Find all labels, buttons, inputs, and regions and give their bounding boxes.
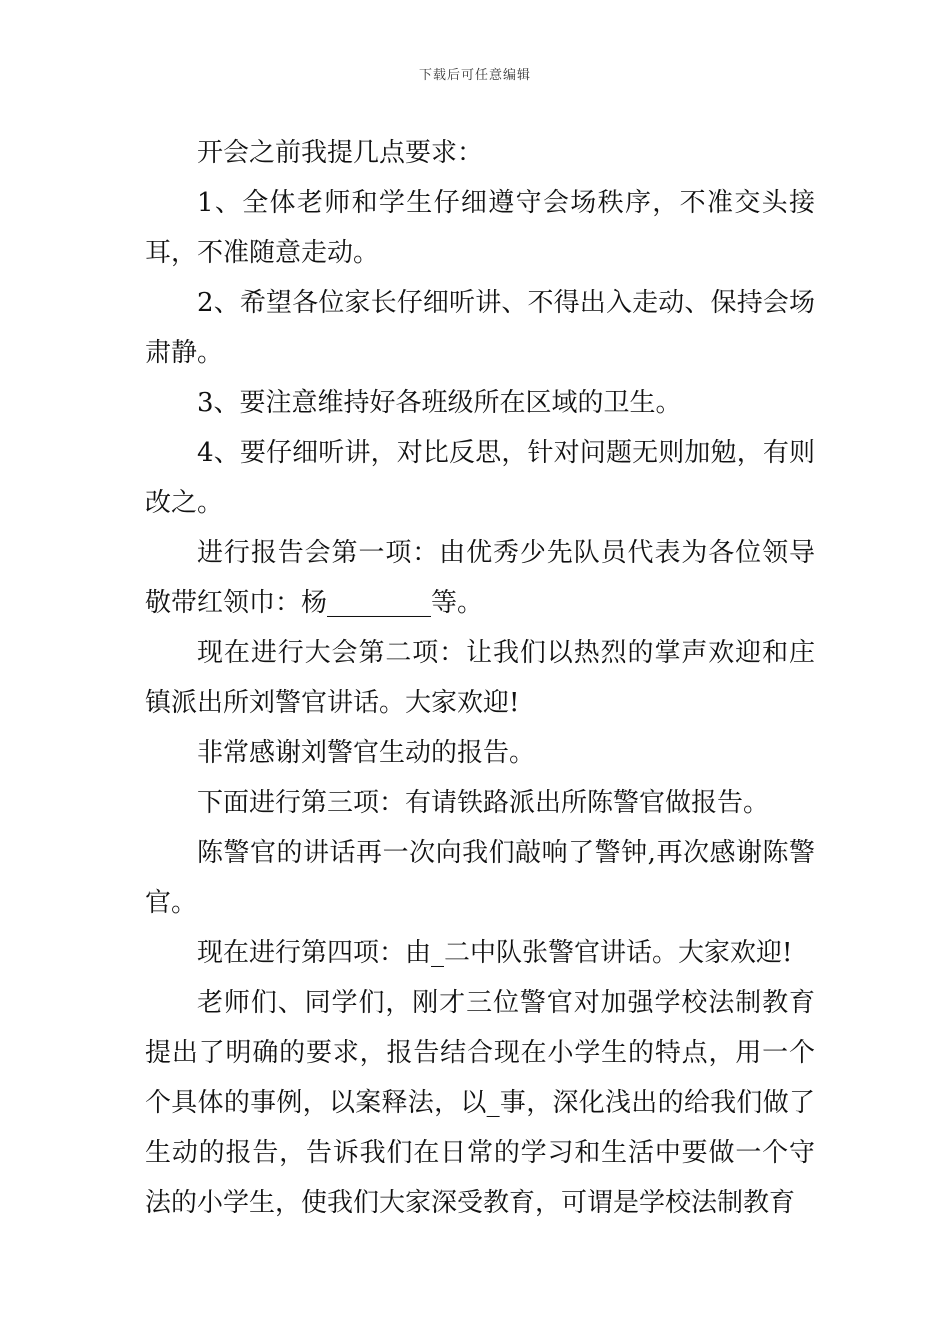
paragraph-item-2: 现在进行大会第二项：让我们以热烈的掌声欢迎和庄镇派出所刘警官讲话。大家欢迎! [145, 638, 815, 718]
paragraph-rule-4: 4、要仔细听讲，对比反思，针对问题无则加勉，有则改之。 [145, 438, 815, 518]
paragraph-summary: 老师们、同学们，刚才三位警官对加强学校法制教育提出了明确的要求，报告结合现在小学生的特点，用一个个具体的事例，以案释法，以_事，深化浅出的给我们做了生动的报告，告诉我们在日常的学习和生活中要做一个守法的小学生，使我们大家深受教育，可谓是学校法制教育 [145, 988, 815, 1218]
paragraph-rule-2: 2、希望各位家长仔细听讲、不得出入走动、保持会场肃静。 [145, 288, 815, 368]
paragraph-item-1: 进行报告会第一项：由优秀少先队员代表为各位领导敬带红领巾：杨________等。 [145, 538, 815, 618]
download-note: 下载后可任意编辑 [418, 68, 531, 83]
paragraph-thanks-liu: 非常感谢刘警官生动的报告。 [197, 738, 536, 768]
paragraph-item-4: 现在进行第四项：由_二中队张警官讲话。大家欢迎! [197, 938, 793, 968]
paragraph-rule-3: 3、要注意维持好各班级所在区域的卫生。 [197, 388, 682, 418]
paragraph-thanks-chen: 陈警官的讲话再一次向我们敲响了警钟,再次感谢陈警官。 [145, 838, 815, 918]
paragraph-item-3: 下面进行第三项：有请铁路派出所陈警官做报告。 [197, 788, 770, 818]
document-body [145, 128, 815, 1228]
paragraph-rule-1: 1、全体老师和学生仔细遵守会场秩序，不准交头接耳，不准随意走动。 [145, 188, 815, 268]
paragraph-intro: 开会之前我提几点要求： [197, 138, 484, 168]
